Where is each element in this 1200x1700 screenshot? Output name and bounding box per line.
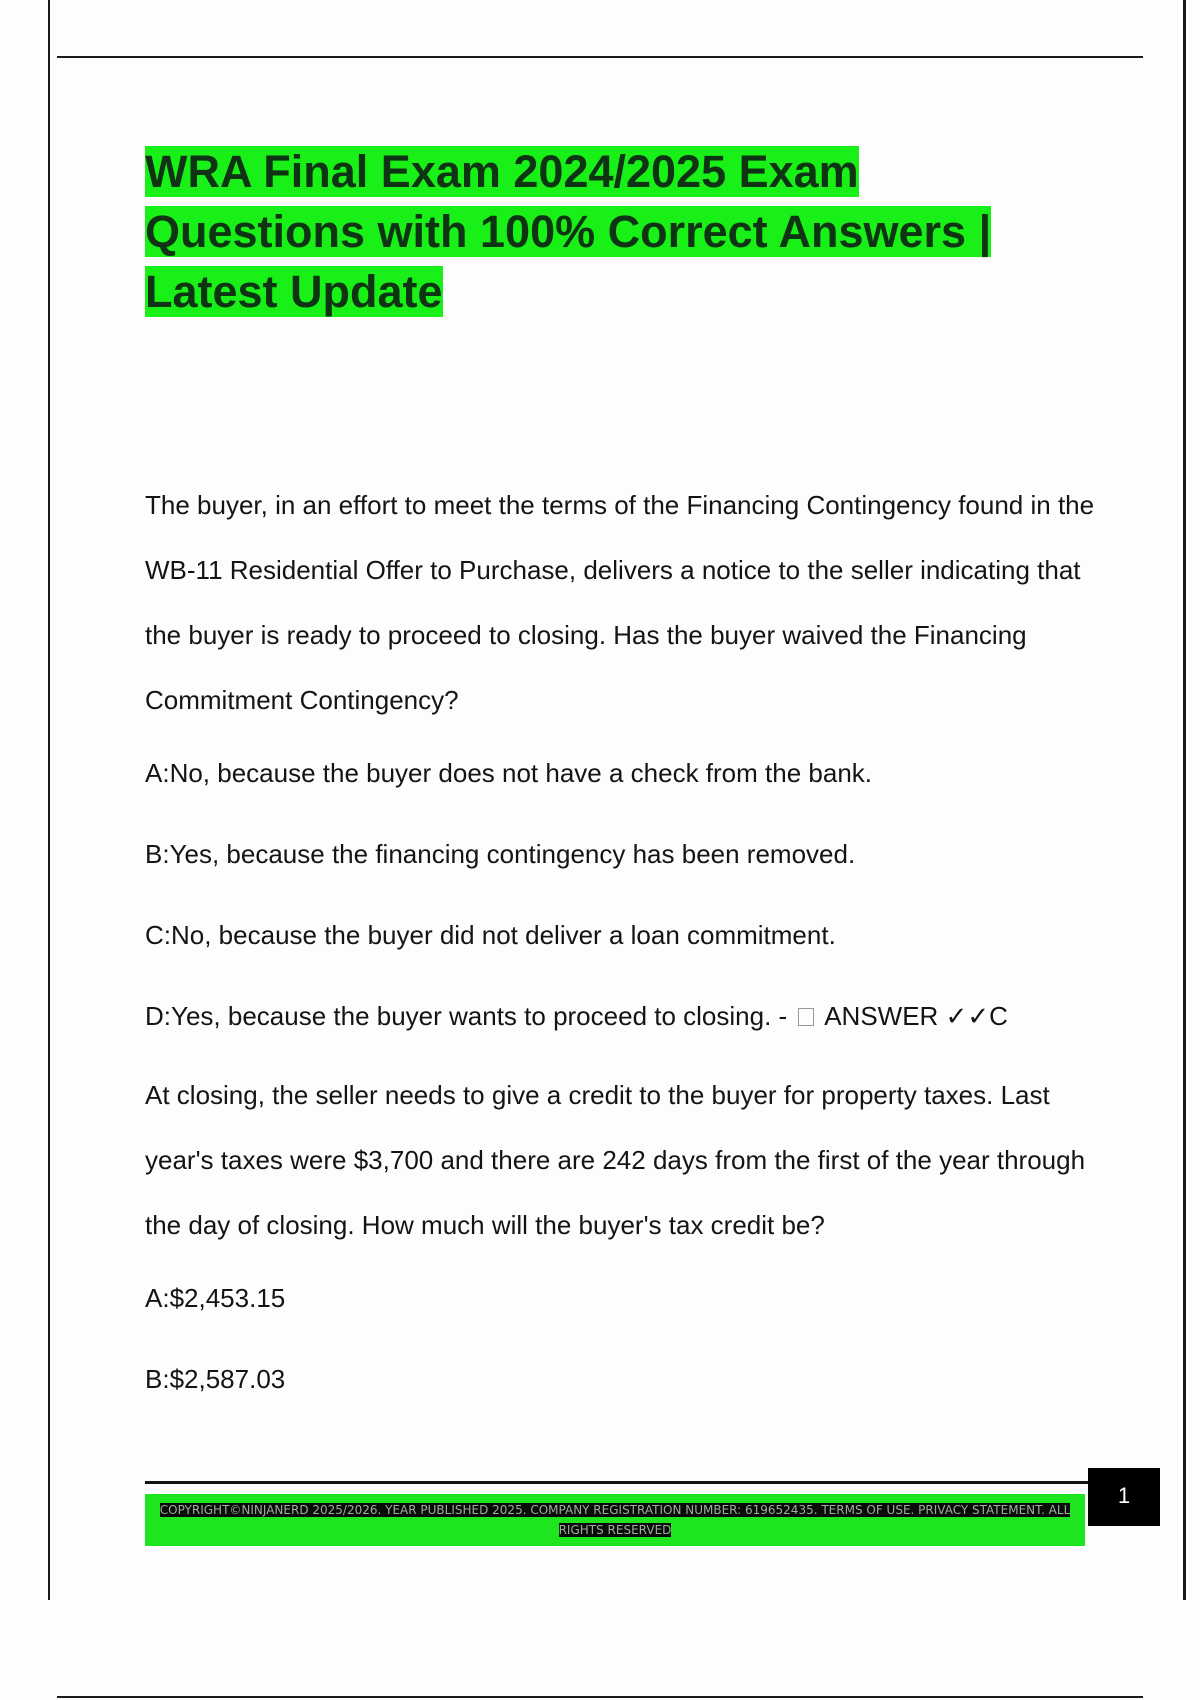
page-border-left: [48, 0, 50, 1600]
page-number: 1: [1088, 1468, 1160, 1526]
checkbox-glyph-icon: [798, 1008, 814, 1026]
question-2-option-b: B:$2,587.03: [145, 1364, 286, 1394]
question-1-option-b: B:Yes, because the financing contingency has been removed.: [145, 839, 856, 869]
question-1-answer: ANSWER ✓✓C: [818, 1001, 1008, 1031]
question-1-option-d-text: D:Yes, because the buyer wants to proceed to closing.: [145, 1001, 772, 1031]
question-1-option-d: [145, 976, 1105, 1063]
question-2-option-a: A:$2,453.15: [145, 1283, 286, 1313]
document-title: [145, 142, 1085, 322]
document-title-text: WRA Final Exam 2024/2025 Exam Questions with 100% Correct Answers | Latest Update: [145, 146, 992, 317]
answer-separator: -: [771, 1001, 795, 1031]
footer-rule: [145, 1481, 1089, 1484]
question-1-text: The buyer, in an effort to meet the terms of the Financing Contingency found in the WB-11 Residential Offer to Purchase, delivers a notice to the seller indicating that the buyer is ready to proceed to closing. Has the buyer waived the Financing Commitment Contingency?: [145, 490, 1095, 715]
next-page-header-rule: [57, 1696, 1143, 1698]
question-1-option-a: A:No, because the buyer does not have a check from the bank.: [145, 758, 872, 788]
header-rule: [57, 56, 1143, 58]
copyright-text: COPYRIGHT©NINJANERD 2025/2026. YEAR PUBLISHED 2025. COMPANY REGISTRATION NUMBER: 619652435. TERMS OF USE. PRIVACY STATEMENT. ALL RIGHTS RESERVED: [159, 1503, 1071, 1537]
question-1-option-c: C:No, because the buyer did not deliver a loan commitment.: [145, 920, 836, 950]
question-1: [145, 473, 1105, 1063]
page-border-right: [1183, 0, 1186, 1600]
document-body: [145, 473, 1105, 1420]
question-2-text: At closing, the seller needs to give a credit to the buyer for property taxes. Last year's taxes were $3,700 and there are 242 days from the first of the year through the day of closing. How much will the buyer's tax credit be?: [145, 1080, 1086, 1240]
question-2: [145, 1063, 1105, 1420]
copyright-footer: [145, 1494, 1085, 1546]
